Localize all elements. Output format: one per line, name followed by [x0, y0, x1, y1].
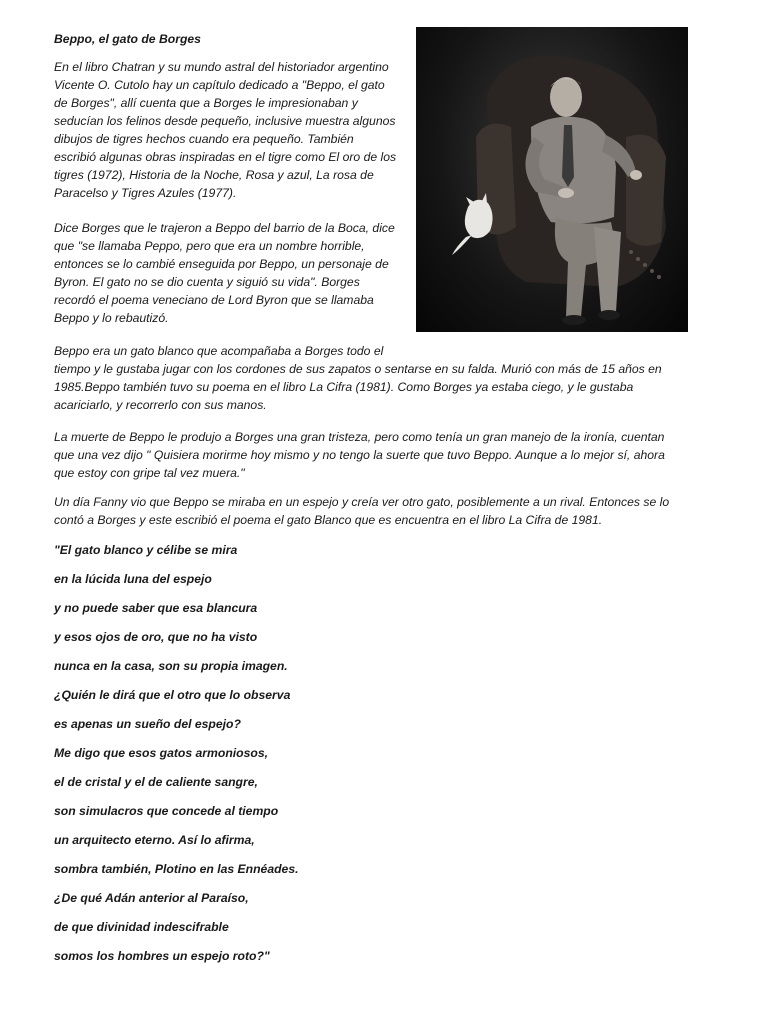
text-line: Vicente O. Cutolo hay un capítulo dedicado a "Beppo, el gato: [54, 78, 385, 92]
poem-line: ¿De qué Adán anterior al Paraíso,: [54, 891, 249, 905]
text-line: seducían los felinos desde pequeño, inclusive muestra algunos: [54, 114, 396, 128]
poem-line: nunca en la casa, son su propia imagen.: [54, 659, 288, 673]
poem-line: y no puede saber que esa blancura: [54, 601, 258, 615]
poem-line: es apenas un sueño del espejo?: [54, 717, 241, 731]
poem-line: son simulacros que concede al tiempo: [54, 804, 279, 818]
text-line: Beppo era un gato blanco que acompañaba a Borges todo el: [54, 344, 384, 358]
poem-line: en la lúcida luna del espejo: [54, 572, 212, 586]
text-line: Beppo y lo rebautizó.: [54, 311, 169, 325]
poem-line: sombra también, Plotino en las Ennéades.: [54, 862, 299, 876]
poem-line: Me digo que esos gatos armoniosos,: [54, 746, 268, 760]
poem-line: de que divinidad indescifrable: [54, 920, 229, 934]
page-title: Beppo, el gato de Borges: [54, 32, 201, 46]
text-line: Dice Borges que le trajeron a Beppo del barrio de la Boca, dice: [54, 221, 395, 235]
poem-line: "El gato blanco y célibe se mira: [54, 543, 238, 557]
paragraph-3: [54, 342, 714, 414]
text-line: Un día Fanny vio que Beppo se miraba en un espejo y creía ver otro gato, posiblemente a un rival. Entonces se lo: [54, 495, 670, 509]
photo-illustration: [416, 27, 688, 332]
poem-line: y esos ojos de oro, que no ha visto: [54, 630, 258, 644]
text-line: En el libro Chatran y su mundo astral del historiador argentino: [54, 60, 389, 74]
poem-line: un arquitecto eterno. Así lo afirma,: [54, 833, 255, 847]
text-line: tiempo y le gustaba jugar con los cordones de sus zapatos o sentarse en su falda. Murió con más de 15 años en: [54, 362, 662, 376]
text-line: entonces se lo cambié enseguida por Beppo, un personaje de: [54, 257, 389, 271]
text-line: de Borges", allí cuenta que a Borges le impresionaban y: [54, 96, 358, 110]
text-line: Byron. El gato no se dio cuenta y siguió su vida". Borges: [54, 275, 360, 289]
text-line: La muerte de Beppo le produjo a Borges una gran tristeza, pero como tenía un gran manejo de la ironía, cuentan: [54, 430, 665, 444]
text-line: recordó el poema veneciano de Lord Byron que se llamaba: [54, 293, 374, 307]
text-line: Paracelso y Tigres Azules (1977).: [54, 186, 237, 200]
poem-line: somos los hombres un espejo roto?": [54, 949, 270, 963]
paragraph-2: [54, 219, 406, 327]
text-line: 1985.Beppo también tuvo su poema en el libro La Cifra (1981). Como Borges ya estaba ciego, y le gustaba: [54, 380, 634, 394]
poem-line: el de cristal y el de caliente sangre,: [54, 775, 258, 789]
text-line: tigres (1972), Historia de la Noche, Rosa y azul, La rosa de: [54, 168, 374, 182]
paragraph-4: [54, 428, 714, 482]
poem: [54, 541, 299, 976]
text-line: dibujos de tigres hechos cuando era pequeño. También: [54, 132, 354, 146]
paragraph-1: [54, 58, 406, 202]
text-line: que "se llamaba Peppo, pero que era un nombre horrible,: [54, 239, 365, 253]
text-line: que estoy con gripe tal vez muera.": [54, 466, 245, 480]
borges-photo: [416, 27, 688, 332]
text-line: contó a Borges y este escribió el poema el gato Blanco que es encuentra en el libro La Cifra de 1981.: [54, 513, 603, 527]
text-line: escribió algunas obras inspiradas en el tigre como El oro de los: [54, 150, 397, 164]
text-line: que una vez dijo " Quisiera morirme hoy mismo y no tengo la suerte que tuvo Beppo. Aunque a lo mejor sí, ahora: [54, 448, 665, 462]
text-line: acariciarlo, y recorrerlo con sus manos.: [54, 398, 267, 412]
poem-line: ¿Quién le dirá que el otro que lo observa: [54, 688, 291, 702]
paragraph-5: [54, 493, 714, 529]
